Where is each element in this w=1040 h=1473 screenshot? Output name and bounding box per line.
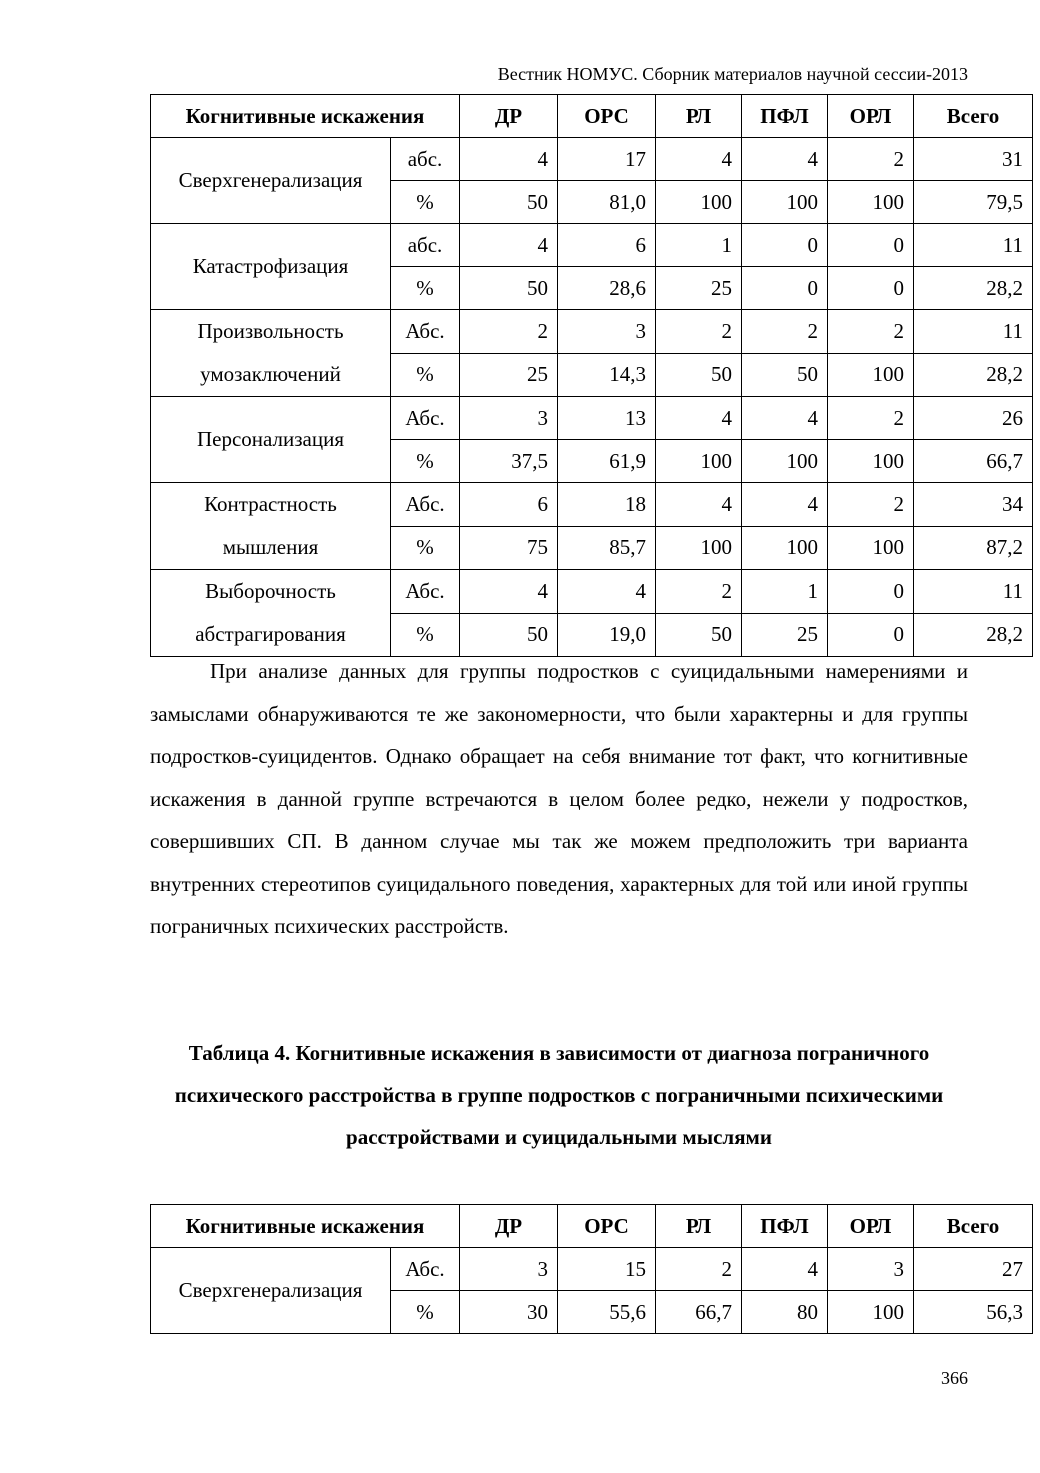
col-header-distortions: Когнитивные искажения: [151, 95, 460, 138]
cell-percent: 56,3: [914, 1291, 1033, 1334]
cell-percent: 30: [460, 1291, 558, 1334]
cell-abs: 2: [828, 310, 914, 354]
table-row: [151, 138, 1033, 181]
table-row: [151, 570, 1033, 614]
cell-percent: 28,2: [914, 353, 1033, 397]
cell-percent: 100: [656, 181, 742, 224]
col-header-rl: РЛ: [656, 95, 742, 138]
cell-abs: 11: [914, 570, 1033, 614]
cell-abs: 2: [742, 310, 828, 354]
cell-abs: 4: [656, 397, 742, 440]
table-row: [151, 397, 1033, 440]
cell-abs: 2: [828, 483, 914, 527]
row-label: Сверхгенерализация: [151, 138, 391, 224]
cell-abs: 11: [914, 224, 1033, 267]
cell-abs: 26: [914, 397, 1033, 440]
table-row: [151, 310, 1033, 354]
col-header-orl: ОРЛ: [828, 1205, 914, 1248]
cell-percent: 85,7: [558, 526, 656, 570]
unit-abs: абс.: [391, 224, 460, 267]
row-label: Катастрофизация: [151, 224, 391, 310]
cell-abs: 34: [914, 483, 1033, 527]
cell-percent: 81,0: [558, 181, 656, 224]
table-row: [151, 224, 1033, 267]
col-header-total: Всего: [914, 1205, 1033, 1248]
table-header-row: [151, 1205, 1033, 1248]
cell-percent: 0: [742, 267, 828, 310]
cell-percent: 50: [460, 613, 558, 657]
cell-percent: 100: [828, 526, 914, 570]
cell-percent: 55,6: [558, 1291, 656, 1334]
cell-percent: 50: [460, 181, 558, 224]
cell-percent: 87,2: [914, 526, 1033, 570]
cell-percent: 28,2: [914, 613, 1033, 657]
cell-abs: 0: [742, 224, 828, 267]
cell-percent: 100: [742, 526, 828, 570]
cell-abs: 4: [742, 138, 828, 181]
col-header-pfl: ПФЛ: [742, 95, 828, 138]
cell-abs: 4: [460, 570, 558, 614]
cell-percent: 100: [828, 181, 914, 224]
cell-percent: 75: [460, 526, 558, 570]
cell-abs: 3: [558, 310, 656, 354]
cell-abs: 3: [828, 1248, 914, 1291]
cell-abs: 2: [656, 570, 742, 614]
table-cognitive-distortions-1: [150, 94, 1033, 657]
cell-percent: 100: [828, 1291, 914, 1334]
unit-percent: %: [391, 440, 460, 483]
unit-abs: Абс.: [391, 570, 460, 614]
cell-abs: 18: [558, 483, 656, 527]
row-label: Контрастность мышления: [151, 483, 391, 570]
cell-abs: 4: [460, 138, 558, 181]
row-label: Произвольность умозаключений: [151, 310, 391, 397]
unit-abs: Абс.: [391, 1248, 460, 1291]
unit-percent: %: [391, 526, 460, 570]
table-row: [151, 483, 1033, 527]
cell-percent: 50: [656, 353, 742, 397]
cell-abs: 1: [656, 224, 742, 267]
cell-abs: 3: [460, 1248, 558, 1291]
cell-percent: 25: [656, 267, 742, 310]
cell-abs: 2: [656, 310, 742, 354]
running-header: Вестник НОМУС. Сборник материалов научной сессии-2013: [497, 64, 968, 84]
unit-abs: Абс.: [391, 310, 460, 354]
cell-percent: 100: [656, 440, 742, 483]
cell-percent: 28,2: [914, 267, 1033, 310]
cell-abs: 2: [828, 138, 914, 181]
col-header-dr: ДР: [460, 1205, 558, 1248]
cell-abs: 6: [558, 224, 656, 267]
cell-abs: 2: [828, 397, 914, 440]
col-header-distortions: Когнитивные искажения: [151, 1205, 460, 1248]
page-number: 366: [941, 1368, 968, 1388]
cell-percent: 100: [742, 181, 828, 224]
table-row: [151, 1248, 1033, 1291]
col-header-pfl: ПФЛ: [742, 1205, 828, 1248]
table-caption: Таблица 4. Когнитивные искажения в зависимости от диагноза пограничного психического расстройства в группе подростков с пограничными психическими расстройствами и суицидальными мыслями: [174, 1041, 944, 1149]
col-header-rl: РЛ: [656, 1205, 742, 1248]
cell-percent: 66,7: [656, 1291, 742, 1334]
unit-percent: %: [391, 353, 460, 397]
cell-abs: 4: [558, 570, 656, 614]
cell-percent: 25: [460, 353, 558, 397]
cell-percent: 100: [656, 526, 742, 570]
cell-abs: 4: [742, 483, 828, 527]
cell-abs: 15: [558, 1248, 656, 1291]
unit-percent: %: [391, 1291, 460, 1334]
cell-percent: 79,5: [914, 181, 1033, 224]
cell-abs: 4: [742, 397, 828, 440]
cell-abs: 4: [656, 138, 742, 181]
table-header-row: [151, 95, 1033, 138]
cell-abs: 0: [828, 570, 914, 614]
cell-percent: 80: [742, 1291, 828, 1334]
unit-percent: %: [391, 181, 460, 224]
col-header-total: Всего: [914, 95, 1033, 138]
cell-abs: 6: [460, 483, 558, 527]
cell-percent: 0: [828, 613, 914, 657]
col-header-dr: ДР: [460, 95, 558, 138]
unit-abs: Абс.: [391, 483, 460, 527]
cell-abs: 27: [914, 1248, 1033, 1291]
cell-abs: 4: [460, 224, 558, 267]
cell-abs: 17: [558, 138, 656, 181]
cell-abs: 4: [742, 1248, 828, 1291]
col-header-ors: ОРС: [558, 1205, 656, 1248]
cell-percent: 100: [828, 440, 914, 483]
col-header-ors: ОРС: [558, 95, 656, 138]
unit-abs: Абс.: [391, 397, 460, 440]
table-cognitive-distortions-2: [150, 1204, 1033, 1334]
cell-percent: 100: [742, 440, 828, 483]
cell-percent: 14,3: [558, 353, 656, 397]
cell-abs: 1: [742, 570, 828, 614]
cell-percent: 66,7: [914, 440, 1033, 483]
cell-percent: 28,6: [558, 267, 656, 310]
unit-percent: %: [391, 267, 460, 310]
paragraph-text: При анализе данных для группы подростков с суицидальными намерениями и замыслами обнаруживаются те же закономерности, что были характерны и для группы подростков-суицидентов. Однако обращает на себя внимание тот факт, что когнитивные искажения в данной группе встречаются в целом более редко, нежели у подростков, совершивших СП. В данном случае мы так же можем предположить три варианта внутренних стереотипов суицидального поведения, характерных для той или иной группы пограничных психических расстройств.: [150, 659, 968, 938]
cell-percent: 50: [460, 267, 558, 310]
cell-abs: 4: [656, 483, 742, 527]
col-header-orl: ОРЛ: [828, 95, 914, 138]
cell-percent: 25: [742, 613, 828, 657]
cell-percent: 61,9: [558, 440, 656, 483]
body-paragraph: [150, 650, 968, 948]
cell-abs: 0: [828, 224, 914, 267]
cell-percent: 50: [656, 613, 742, 657]
row-label: Выборочность абстрагирования: [151, 570, 391, 657]
cell-abs: 13: [558, 397, 656, 440]
cell-abs: 2: [656, 1248, 742, 1291]
cell-percent: 0: [828, 267, 914, 310]
cell-abs: 2: [460, 310, 558, 354]
unit-abs: абс.: [391, 138, 460, 181]
cell-percent: 100: [828, 353, 914, 397]
cell-percent: 50: [742, 353, 828, 397]
cell-percent: 19,0: [558, 613, 656, 657]
unit-percent: %: [391, 613, 460, 657]
cell-abs: 11: [914, 310, 1033, 354]
row-label: Сверхгенерализация: [151, 1248, 391, 1334]
cell-abs: 3: [460, 397, 558, 440]
cell-abs: 31: [914, 138, 1033, 181]
cell-percent: 37,5: [460, 440, 558, 483]
row-label: Персонализация: [151, 397, 391, 483]
